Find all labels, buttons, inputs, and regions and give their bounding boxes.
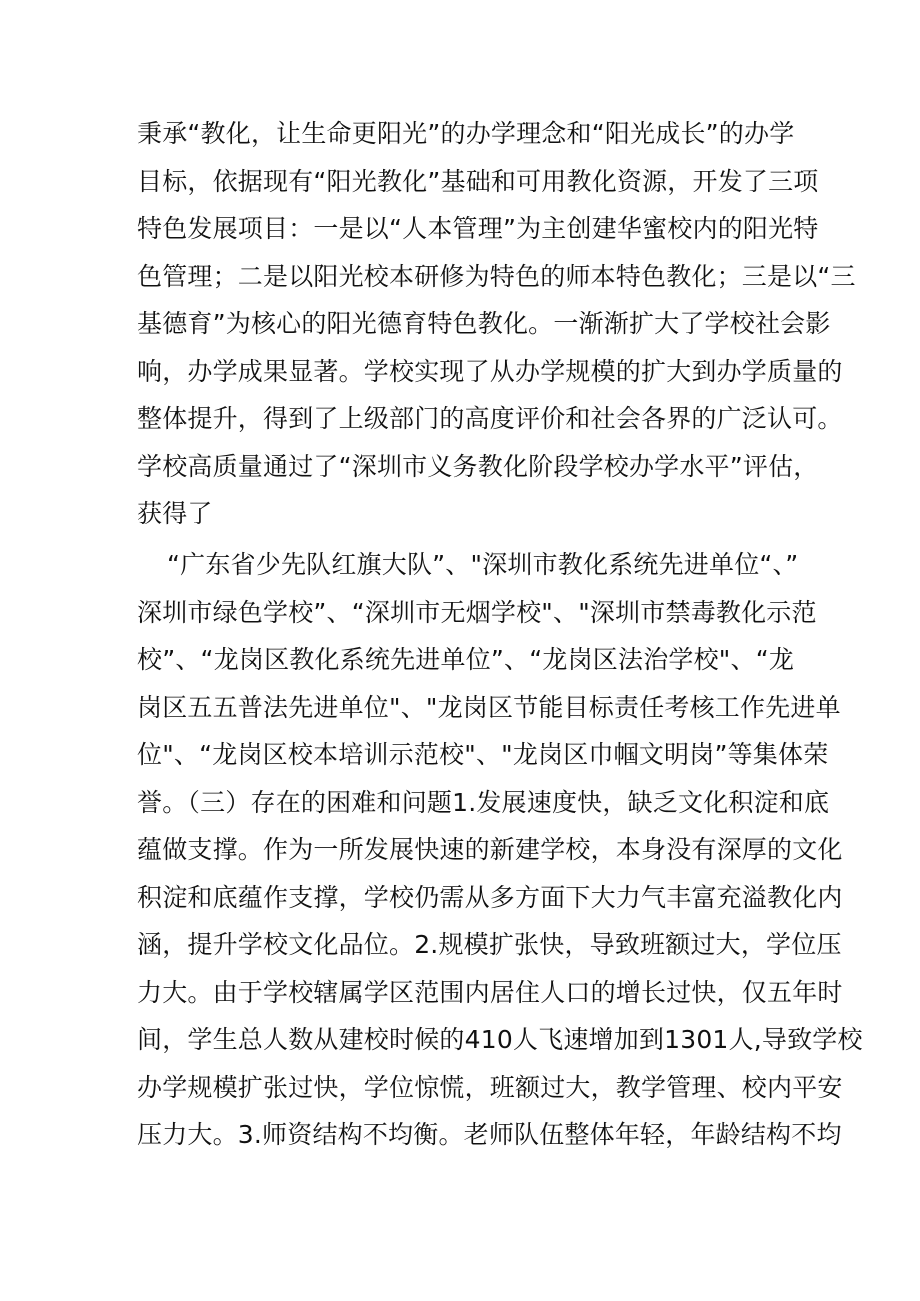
text-line: 基德育”为核心的阳光德育特色教化。一渐渐扩大了学校社会影	[137, 309, 831, 338]
text-line: 响，办学成果显著。学校实现了从办学规模的扩大到办学质量的	[137, 356, 843, 386]
text-line: 蕴做支撑。作为一所发展快速的新建学校，本身没有深厚的文化	[137, 835, 843, 864]
text-line: 力大。由于学校辖属学区范围内居住人口的增长过快，仅五年时	[137, 977, 843, 1007]
text-line: 涵，提升学校文化品位。2.规模扩张快，导致班额过大，学位压	[137, 930, 842, 959]
text-line: 校”、“龙岗区教化系统先进单位”、“龙岗区法治学校"、“龙	[137, 645, 795, 674]
text-line: 学校高质量通过了“深圳市义务教化阶段学校办学水平”评估，	[137, 451, 819, 481]
text-line: 间，学生总人数从建校时候的410人飞速增加到1301人,导致学校	[137, 1025, 863, 1054]
paragraph-2	[137, 541, 863, 1159]
text-line: 获得了	[137, 499, 213, 528]
text-line: 整体提升，得到了上级部门的高度评价和社会各界的广泛认可。	[137, 404, 843, 433]
text-line: 色管理；二是以阳光校本研修为特色的师本特色教化；三是以“三	[137, 261, 856, 291]
text-line: “广东省少先队红旗大队”、"深圳市教化系统先进单位“、”	[167, 550, 799, 579]
text-line: 积淀和底蕴作支撑，学校仍需从多方面下大力气丰富充溢教化内	[137, 882, 843, 912]
paragraph-1	[137, 110, 856, 538]
text-line: 秉承“教化，让生命更阳光”的办学理念和“阳光成长”的办学	[137, 119, 795, 148]
text-line: 岗区五五普法先进单位"、"龙岗区节能目标责任考核工作先进单	[137, 692, 841, 722]
text-line: 特色发展项目：一是以“人本管理”为主创建华蜜校内的阳光特	[137, 214, 819, 243]
text-line: 目标，依据现有“阳光教化”基础和可用教化资源，开发了三项	[137, 166, 819, 196]
text-line: 压力大。3.师资结构不均衡。老师队伍整体年轻，年龄结构不均	[137, 1120, 842, 1149]
text-line: 位"、“龙岗区校本培训示范校"、"龙岗区巾帼文明岗”等集体荣	[137, 740, 829, 769]
text-line: 办学规模扩张过快，学位惊慌，班额过大，教学管理、校内平安	[137, 1072, 843, 1102]
text-line: 深圳市绿色学校”、“深圳市无烟学校"、"深圳市禁毒教化示范	[137, 597, 817, 627]
text-line: 誉。（三）存在的困难和问题1.发展速度快，缺乏文化积淀和底	[137, 787, 830, 817]
